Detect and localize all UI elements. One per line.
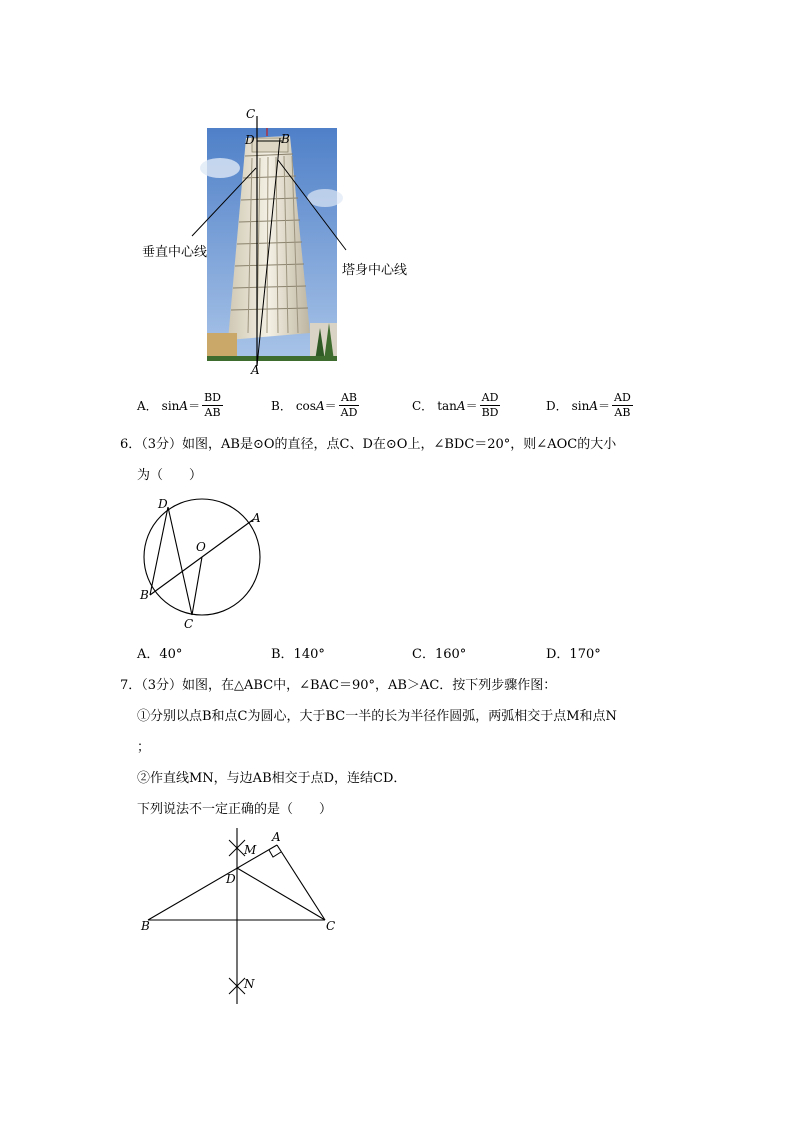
q7-step1-line2: ； [137,740,151,755]
vertical-center-line-label: 垂直中心线 [142,245,208,260]
fraction-numerator: AB [339,392,359,406]
q6-stem-line2: 为（ ） [137,468,203,483]
q6-label-d: D [158,497,168,511]
option-var: A [179,398,189,413]
q7-label-d: D [226,872,236,886]
q6-label-o: O [196,540,206,554]
option-var: A [456,398,466,413]
option-letter: C． [412,399,434,414]
option-fraction [339,392,360,419]
option-eq: ＝ [598,399,611,414]
q7-step1-line1: ①分别以点B和点C为圆心，大于BC一半的长为半径作圆弧，两弧相交于点M和点N [137,709,617,724]
option-func: tan [437,398,457,413]
option-letter: B． [271,399,292,414]
tower-label-d: D [245,133,255,147]
q6-circle-figure [130,495,280,635]
q6-option-c[interactable]: C．160° [412,647,467,662]
option-var: A [315,398,325,413]
q7-step2: ②作直线MN，与边AB相交于点D，连结CD． [137,771,407,786]
q7-label-m: M [244,843,257,857]
tower-label-b: B [281,132,290,146]
fraction-numerator: AD [480,392,501,406]
q5-option-c[interactable] [412,392,501,419]
fraction-denominator: AB [614,406,631,420]
fraction-denominator: BD [481,406,499,420]
q6-label-c: C [184,617,194,631]
option-eq: ＝ [324,399,337,414]
q6-label-b: B [140,588,149,602]
option-fraction [202,392,223,419]
option-fraction [480,392,501,419]
q5-option-a[interactable] [137,392,223,419]
tower-figure [140,108,440,378]
q7-label-b: B [141,919,150,933]
fraction-denominator: AB [204,406,221,420]
q7-label-n: N [244,977,255,991]
tower-center-line-label: 塔身中心线 [342,263,408,278]
q6-option-a[interactable]: A．40° [137,647,183,662]
q6-option-d[interactable]: D．170° [546,647,601,662]
q7-stem-line1: 7．（3分）如图，在△ABC中，∠BAC＝90°，AB＞AC．按下列步骤作图： [120,678,557,693]
q6-label-a: A [252,511,261,525]
option-func: sin [161,398,180,413]
tower-label-a: A [251,363,260,377]
q5-option-b[interactable] [271,392,359,419]
q7-triangle-figure [135,828,355,1008]
option-func: cos [295,398,316,413]
q6-stem-line1: 6．（3分）如图，AB是⊙O的直径，点C、D在⊙O上，∠BDC＝20°，则∠AOC的大小 [120,437,617,452]
option-func: sin [571,398,590,413]
option-var: A [589,398,599,413]
tower-label-c: C [246,107,256,121]
option-letter: A． [137,399,158,414]
fraction-denominator: AD [340,406,358,420]
fraction-numerator: BD [202,392,223,406]
option-eq: ＝ [465,399,478,414]
q5-option-d[interactable] [546,392,633,419]
fraction-numerator: AD [612,392,633,406]
q7-label-a: A [272,830,281,844]
option-fraction [612,392,633,419]
option-eq: ＝ [188,399,201,414]
q6-option-b[interactable]: B．140° [271,647,325,662]
q7-label-c: C [326,919,336,933]
q7-question: 下列说法不一定正确的是（ ） [137,802,333,817]
option-letter: D． [546,399,568,414]
